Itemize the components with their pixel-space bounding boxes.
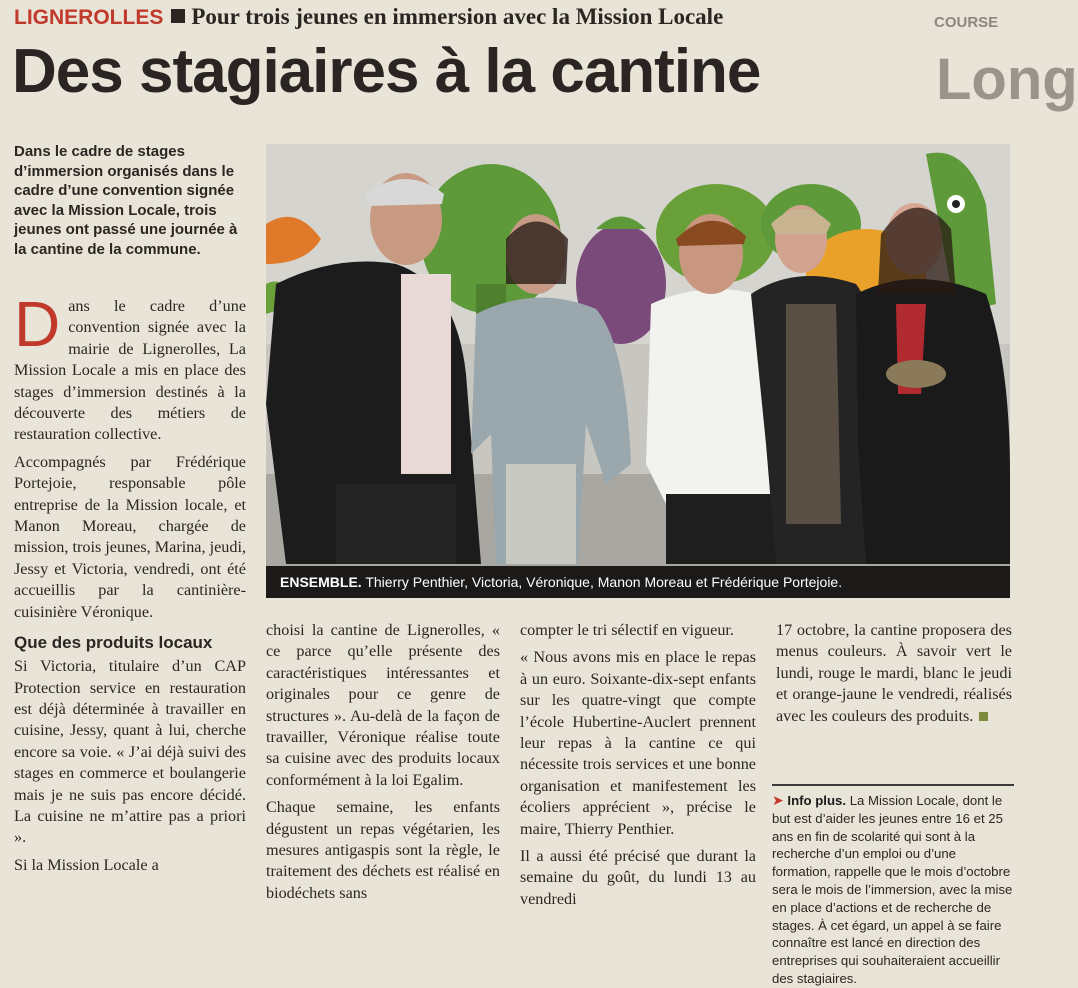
col4-p1-text: 17 octobre, la cantine proposera des menus couleurs. À savoir vert le lundi, rouge le mardi, blanc le jeudi et orange-jaune le vendredi, réalisés avec les couleurs des produits. <box>776 621 1012 725</box>
kicker <box>14 4 723 30</box>
arrow-right-icon: ➤ <box>772 792 784 808</box>
caption-text: Thierry Penthier, Victoria, Véronique, Manon Moreau et Frédérique Portejoie. <box>365 574 843 590</box>
col1-paragraph-1 <box>14 288 246 446</box>
kicker-place: LIGNEROLLES <box>14 6 164 29</box>
headline: Des stagiaires à la cantine <box>12 37 761 106</box>
kicker-square-icon <box>171 9 185 23</box>
info-heading: Info plus. <box>787 793 847 808</box>
col1-paragraph-4: Si la Mission Locale a <box>14 855 159 874</box>
col3-paragraph-3: Il a aussi été précisé que durant la semaine du goût, du lundi 13 au vendredi <box>520 847 756 908</box>
col3-paragraph-1: compter le tri sélectif en vigueur. <box>520 621 734 639</box>
column-1 <box>14 288 246 882</box>
subheading: Que des produits locaux <box>14 633 213 653</box>
caption-label: ENSEMBLE. <box>280 574 362 590</box>
col1-paragraph-2: Accompagnés par Frédérique Portejoie, responsable pôle entreprise de la Mission locale, et Manon Moreau, chargée de mission, trois jeunes, Marina, jeudi, Jessy et Victoria, vendredi, ont été accueillis par la cantinière-cuisinière Véronique. <box>14 452 246 621</box>
col1-p1-text: ans le cadre d’une convention signée avec la mairie de Lignerolles, La Mission Locale a mis en place des stages d’immersion destinés à la découverte des métiers de restauration collective. <box>14 297 246 444</box>
col2-paragraph-1: choisi la cantine de Lignerolles, « ce parce qu’elle présente des caractéristiques intéressantes et originales pour ce genre de structures ». Au-delà de la façon de travailler, Véronique réalise toute sa cuisine avec des produits locaux conformément à la loi Egalim. <box>266 621 500 789</box>
col2-paragraph-2: Chaque semaine, les enfants dégustent un repas végétarien, les mesures antigaspis sont la règle, le traitement des déchets est réalisé en biodéchets sans <box>266 798 500 902</box>
col1-paragraph-3: Si Victoria, titulaire d’un CAP Protection service en restauration est déjà déterminée à travailler en cuisine, Jessy, quant à lui, cherche encore sa voie. « J’ai déjà suivi des stages en commerce et boulangerie mais je ne suis pas encore décidé. La cuisine ne m’attire pas a priori ». <box>14 657 246 847</box>
article-photo <box>266 144 1010 598</box>
photo-caption <box>266 566 1010 598</box>
column-2 <box>266 620 500 910</box>
adjacent-headline: Long <box>936 47 1078 112</box>
end-mark-icon <box>979 712 988 721</box>
col4-paragraph-1 <box>776 620 1012 727</box>
dropcap: D <box>14 288 61 360</box>
adjacent-kicker: COURSE <box>934 14 999 31</box>
lead-paragraph: Dans le cadre de stages d’immersion organisés dans le cadre d’une convention signée avec la Mission Locale, trois jeunes ont passé une journée à la cantine de la commune. <box>14 143 238 258</box>
column-4 <box>776 620 1012 733</box>
photo-illustration <box>266 144 1010 598</box>
kicker-subtitle: Pour trois jeunes en immersion avec la Mission Locale <box>191 4 724 29</box>
column-3 <box>520 620 756 916</box>
col3-paragraph-2: « Nous avons mis en place le repas à un euro. Soixante-dix-sept enfants sur les quatre-vingt que compte l’école Hubertine-Auclert prennent leur repas à la cantine ce qui nécessite trois services et une bonne organisation et manifestement les écoliers apprécient », précise le maire, Thierry Penthier. <box>520 648 756 838</box>
info-box <box>772 784 1014 988</box>
adjacent-article-fragment <box>928 2 1078 142</box>
info-text: La Mission Locale, dont le but est d’aider les jeunes entre 16 et 25 ans en fin de scolarité qui sont à la recherche d’un emploi ou d’une formation, rappelle que le mois d’octobre sera le mois de l’immersion, avec la mise en place d’actions et de recherche de stages. À cet égard, un appel à se faire connaître est lancé en direction des entreprises qui souhaiteraient accueillir des stagiaires. <box>772 793 1013 986</box>
